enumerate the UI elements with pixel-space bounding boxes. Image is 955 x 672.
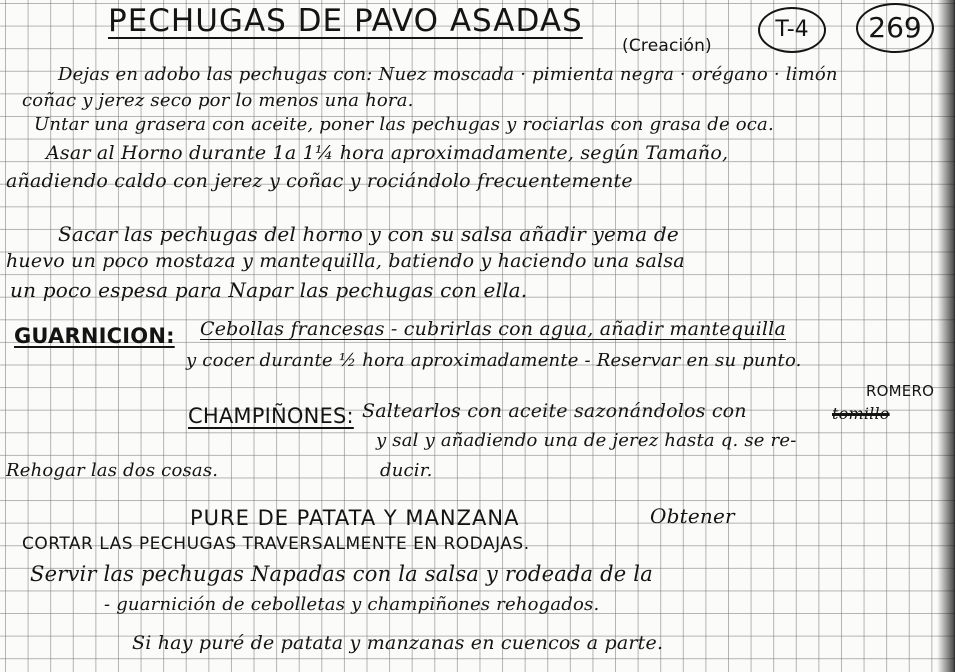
recipe-code-circle bbox=[758, 7, 826, 53]
mushrooms-line-3: ducir. bbox=[380, 460, 433, 481]
mushrooms-line-1: Saltearlos con aceite sazonándolos con bbox=[362, 400, 747, 422]
serve-line-2: - guarnición de cebolletas y champiñones rehogados. bbox=[104, 594, 600, 615]
onions-line-2: y cocer durante ½ hora aproximadamente - Reservar en su punto. bbox=[186, 350, 802, 371]
mushrooms-rosemary: ROMERO bbox=[866, 382, 935, 400]
roast-line-2: añadiendo caldo con jerez y coñac y rociándolo frecuentemente bbox=[6, 170, 633, 192]
roast-line-1: Asar al Horno durante 1a 1¼ hora aproximadamente, según Tamaño, bbox=[46, 142, 729, 164]
mushrooms-crossed-word: tomillo bbox=[832, 404, 890, 423]
recipe-title: PECHUGAS DE PAVO ASADAS bbox=[108, 3, 583, 39]
page-number-circle bbox=[856, 3, 934, 53]
onions-line-1: Cebollas francesas - cubrirlas con agua, añadir mantequilla bbox=[200, 318, 786, 340]
mushrooms-label: CHAMPIÑONES: bbox=[188, 404, 354, 428]
rehogar-line: Rehogar las dos cosas. bbox=[6, 460, 219, 481]
recipe-subtitle: (Creación) bbox=[622, 36, 712, 56]
pure-heading: PURE DE PATATA Y MANZANA bbox=[190, 506, 520, 530]
pure-obtain: Obtener bbox=[650, 504, 735, 528]
sauce-line-1: Sacar las pechugas del horno y con su salsa añadir yema de bbox=[58, 222, 679, 246]
sauce-line-3: un poco espesa para Napar las pechugas con ella. bbox=[10, 278, 528, 302]
cut-line: CORTAR LAS PECHUGAS TRAVERSALMENTE EN RODAJAS. bbox=[22, 534, 530, 554]
adobo-line-2: coñac y jerez seco por lo menos una hora. bbox=[22, 90, 414, 111]
garnish-label: GUARNICION: bbox=[14, 324, 175, 348]
serve-line-1: Servir las pechugas Napadas con la salsa y rodeada de la bbox=[30, 562, 653, 586]
puree-line: Si hay puré de patata y manzanas en cuencos a parte. bbox=[132, 632, 664, 654]
recipe-code: T-4 bbox=[775, 17, 809, 42]
mushrooms-line-2: y sal y añadiendo una de jerez hasta q. se re- bbox=[376, 430, 797, 451]
adobo-line-1: Dejas en adobo las pechugas con: Nuez moscada · pimienta negra · orégano · limón bbox=[58, 64, 838, 85]
tray-line: Untar una grasera con aceite, poner las pechugas y rociarlas con grasa de oca. bbox=[34, 114, 774, 135]
sauce-line-2: huevo un poco mostaza y mantequilla, batiendo y haciendo una salsa bbox=[6, 250, 685, 272]
page-number: 269 bbox=[868, 11, 922, 44]
